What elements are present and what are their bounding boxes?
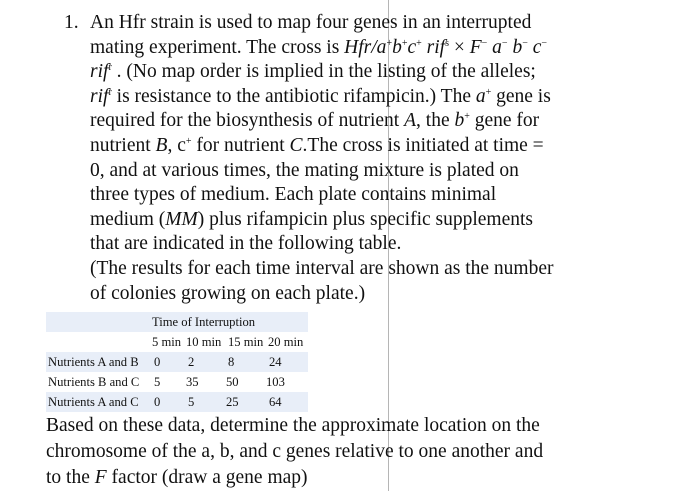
row-label: Nutrients B and C [48,375,140,389]
italic-text: rif [426,36,446,58]
table-header-row [46,332,308,352]
superscript-text: s [445,37,449,49]
problem-block [64,11,624,306]
superscript-text: − [481,37,488,49]
italic-text: F [469,36,482,58]
italic-text: F [94,467,107,488]
problem-line: medium (MM) plus rifampicin plus specific supplements [90,208,534,230]
table-cell: 64 [269,395,282,409]
table-cell: 24 [269,355,282,369]
problem-line: required for the biosynthesis of nutrient A, the b+ gene for [90,110,540,132]
row-label: Nutrients A and B [48,355,139,369]
superscript-text: − [541,37,547,49]
problem-line: rif$^r$ is resistance to the antibiotic rifampicin.) The a+ gene is [90,85,551,107]
problem-line: nutrient B, c+ for nutrient C.The cross is initiated at time = [90,134,544,156]
table-cell: 2 [188,355,195,369]
problem-line: mating experiment. The cross is Hfr/a+b+c+ rif$^s$ × F− a− b− c− [90,36,547,58]
italic-text: Hfr/a [344,36,387,58]
data-table [46,312,308,412]
problem-line: 0, and at various times, the mating mixture is plated on [90,159,519,181]
superscript-text: − [522,37,528,49]
problem-line: three types of medium. Each plate contains minimal [90,184,497,206]
superscript-text: + [386,37,393,49]
table-cell: 25 [226,395,239,409]
table-title: Time of Interruption [152,315,256,329]
italic-text: C [289,134,303,156]
superscript-text: + [416,37,422,49]
superscript-text: r [108,86,112,98]
italic-text: c [407,36,417,58]
table-cell: 0 [154,355,161,369]
column-header: 20 min [268,335,304,349]
superscript-text: − [501,37,508,49]
italic-text: MM [165,208,198,230]
italic-text: b [512,36,523,58]
row-label: Nutrients A and C [48,395,139,409]
table-cell: 50 [226,375,239,389]
table-cell: 8 [228,355,235,369]
problem-line: that are indicated in the following table. [90,233,402,255]
italic-text: rif [90,61,109,83]
problem-line: An Hfr strain is used to map four genes in an interrupted [90,12,532,33]
italic-text: rif [90,85,109,107]
superscript-text: + [485,86,492,98]
problem-line: rif$^r$ . (No map order is implied in the listing of the alleles; [90,61,536,83]
table-row [46,392,308,412]
table-cell: 5 [188,395,195,409]
prompt-line: to the F factor (draw a gene map) [46,467,308,488]
table-title-row [46,312,308,332]
superscript-text: + [401,37,408,49]
italic-text: c [532,36,542,58]
italic-text: A [404,110,417,132]
table-row [46,372,308,392]
question-prompt [46,413,646,491]
problem-number: 1. [64,12,79,33]
table-row [46,352,308,372]
prompt-line: chromosome of the a, b, and c genes relative to one another and [46,441,544,462]
column-header: 5 min [152,335,182,349]
superscript-text: + [185,135,192,147]
table-cell: 5 [154,375,161,389]
problem-line: (The results for each time interval are shown as the number [90,257,554,279]
problem-text [90,11,624,306]
superscript-text: + [464,111,470,123]
italic-text: B [155,134,168,156]
italic-text: a [475,85,486,107]
superscript-text: r [108,62,112,74]
table-cell: 35 [186,375,199,389]
prompt-line: Based on these data, determine the approximate location on the [46,415,540,436]
column-header: 15 min [228,335,264,349]
italic-text: a [492,36,502,58]
table-cell: 0 [154,395,161,409]
table-cell: 103 [266,375,285,389]
italic-text: b [392,36,402,58]
problem-line: of colonies growing on each plate.) [90,282,366,304]
italic-text: b [454,110,465,132]
column-header: 10 min [186,335,222,349]
